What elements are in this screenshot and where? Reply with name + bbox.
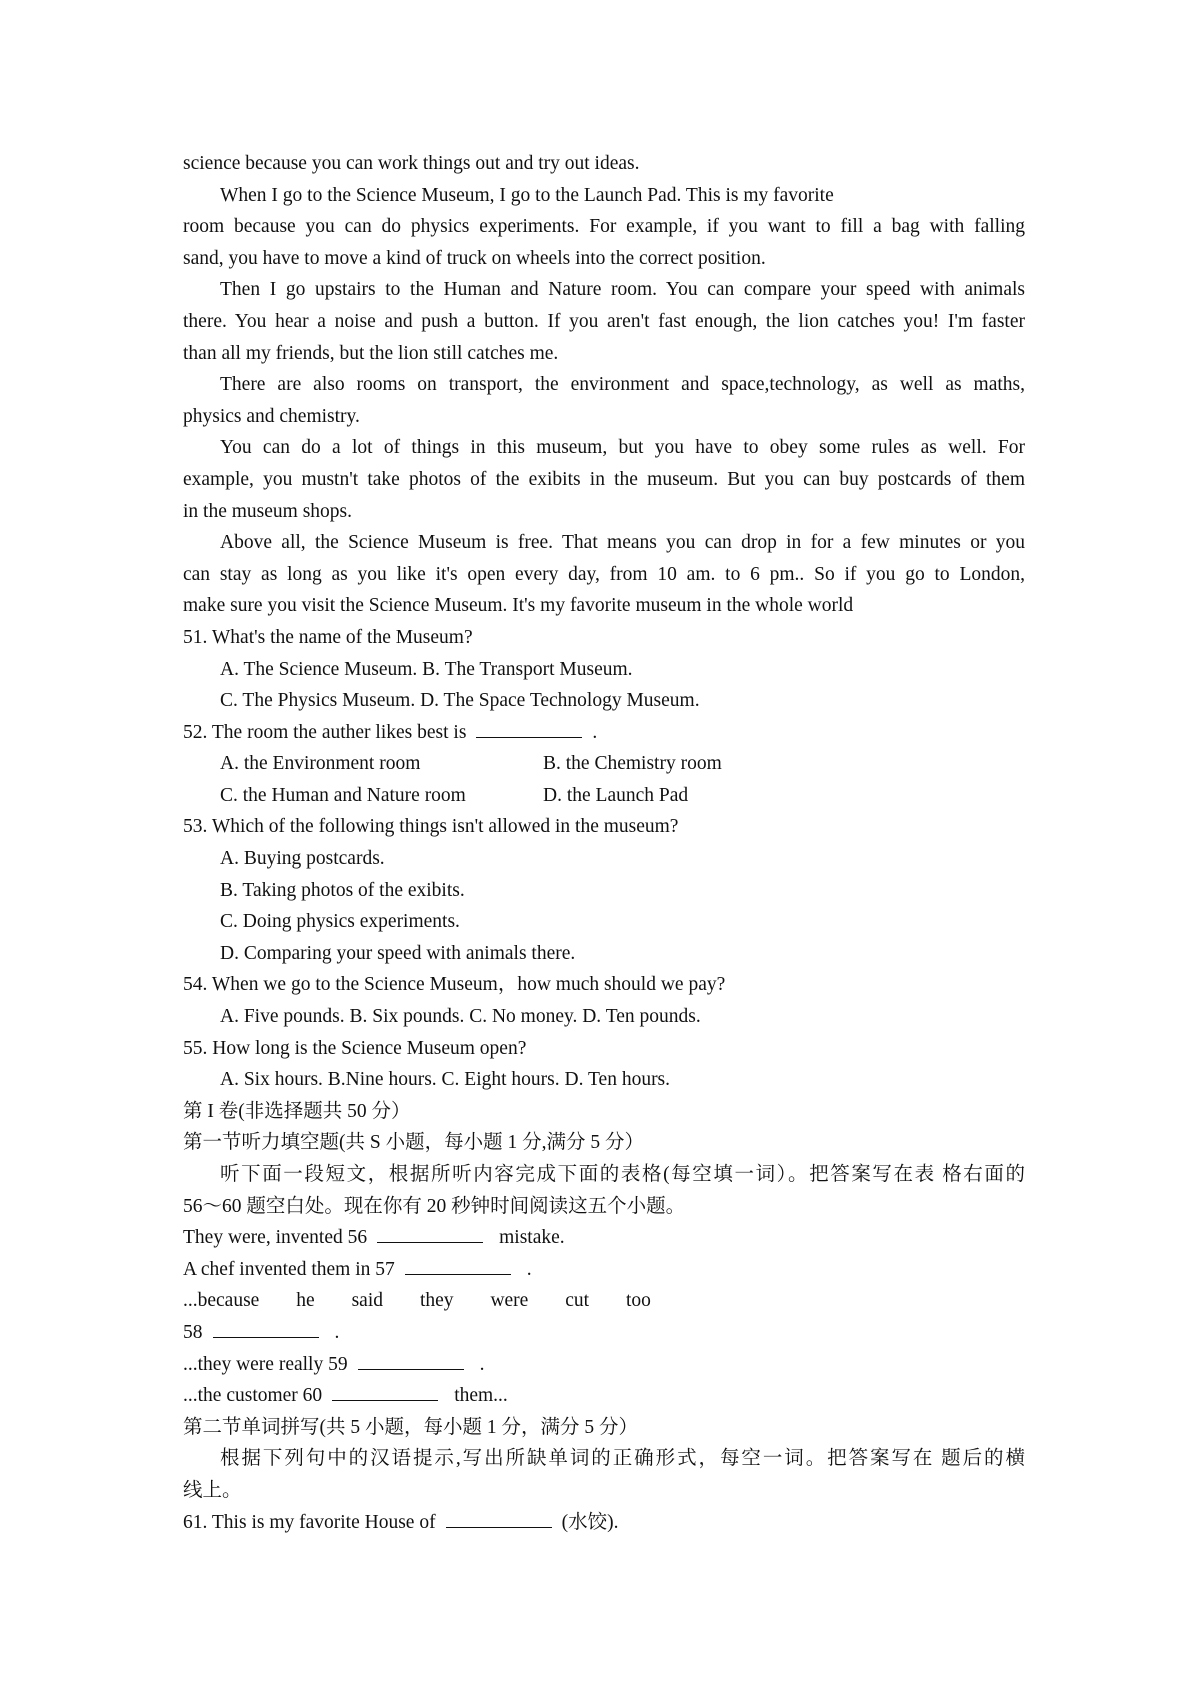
listening-item-56 — [183, 1222, 1025, 1254]
item-text: 61. This is my favorite House of — [183, 1511, 436, 1533]
section-title: 第一节听力填空题(共 S 小题，每小题 1 分,满分 5 分） — [183, 1132, 644, 1154]
passage-line: there. You hear a noise and push a button. If you aren't fast enough, the lion catches you! I'm faster — [183, 310, 1025, 332]
item-text: them... — [454, 1385, 508, 1407]
listening-item-60 — [183, 1380, 1025, 1412]
question-55-stem: 55. How long is the Science Museum open? — [183, 1037, 527, 1059]
option-b: B. Taking photos of the exibits. — [220, 879, 465, 901]
passage-line: You can do a lot of things in this museum, but you have to obey some rules as well. For — [220, 437, 1025, 459]
answer-blank[interactable] — [377, 1224, 483, 1243]
question-52-stem — [183, 717, 1025, 749]
option-b: B. the Chemistry room — [543, 753, 722, 775]
question-55-options: A. Six hours. B.Nine hours. C. Eight hours. D. Ten hours. — [220, 1069, 671, 1091]
question-52-end: . — [592, 721, 598, 743]
word: he — [296, 1290, 315, 1312]
item-text: . — [479, 1353, 485, 1375]
passage-line: When I go to the Science Museum, I go to the Launch Pad. This is my favorite — [220, 184, 834, 206]
word: they — [419, 1290, 454, 1312]
word: said — [351, 1290, 384, 1312]
passage-line: Above all, the Science Museum is free. That means you can drop in for a few minutes or you — [220, 532, 1025, 554]
item-text: . — [526, 1258, 532, 1280]
item-text: 58 — [183, 1321, 203, 1343]
word: cut — [565, 1290, 590, 1312]
passage-line: sand, you have to move a kind of truck on wheels into the correct position. — [183, 247, 766, 269]
option-d: D. Comparing your speed with animals there. — [220, 942, 576, 964]
question-51-options: A. The Science Museum. B. The Transport Museum. — [220, 658, 633, 680]
question-54-options: A. Five pounds. B. Six pounds. C. No money. D. Ten pounds. — [220, 1006, 701, 1028]
question-51-options: C. The Physics Museum. D. The Space Technology Museum. — [220, 690, 700, 712]
item-words — [183, 1285, 651, 1317]
item-text: mistake. — [499, 1227, 565, 1249]
passage-line: physics and chemistry. — [183, 405, 360, 427]
item-text: ...they were really 59 — [183, 1353, 348, 1375]
spelling-item-61 — [183, 1507, 1025, 1539]
question-52-options-row — [183, 748, 1025, 780]
passage-line: can stay as long as you like it's open every day, from 10 am. to 6 pm.. So if you go to London, — [183, 563, 1025, 585]
option-a: A. the Environment room — [220, 753, 421, 775]
passage-line: Then I go upstairs to the Human and Nature room. You can compare your speed with animals — [220, 279, 1025, 301]
answer-blank[interactable] — [358, 1351, 464, 1370]
passage-line: than all my friends, but the lion still catches me. — [183, 342, 559, 364]
instruction-line: 56～60 题空白处。现在你有 20 秒钟时间阅读这五个小题。 — [183, 1195, 686, 1217]
item-text: A chef invented them in 57 — [183, 1258, 395, 1280]
word: ...because — [183, 1290, 260, 1312]
question-52-text: 52. The room the auther likes best is — [183, 721, 467, 743]
answer-blank[interactable] — [405, 1256, 511, 1275]
option-c: C. Doing physics experiments. — [220, 911, 460, 933]
listening-item-57 — [183, 1254, 1025, 1286]
word: too — [626, 1290, 651, 1312]
section-title: 第二节单词拼写(共 5 小题，每小题 1 分，满分 5 分） — [183, 1416, 638, 1438]
option-a: A. Buying postcards. — [220, 848, 385, 870]
listening-item-58 — [183, 1317, 1025, 1349]
question-54-stem: 54. When we go to the Science Museum，how much should we pay? — [183, 974, 726, 996]
question-53-stem: 53. Which of the following things isn't allowed in the museum? — [183, 816, 679, 838]
option-d: D. the Launch Pad — [543, 784, 689, 806]
passage-line: in the museum shops. — [183, 500, 352, 522]
instruction-line: 听下面一段短文，根据所听内容完成下面的表格(每空填一词）。把答案写在表 格右面的 — [220, 1164, 1025, 1185]
question-52-options-row — [183, 780, 1025, 812]
exam-page — [183, 148, 1025, 1538]
passage-line: make sure you visit the Science Museum. It's my favorite museum in the whole world — [183, 595, 854, 617]
answer-blank[interactable] — [332, 1382, 438, 1401]
word: were — [490, 1290, 529, 1312]
item-text: They were, invented 56 — [183, 1227, 368, 1249]
passage-line: There are also rooms on transport, the environment and space,technology, as well as maths, — [220, 374, 1025, 396]
answer-blank[interactable] — [446, 1509, 552, 1528]
volume-title: 第 I 卷(非选择题共 50 分） — [183, 1100, 411, 1122]
passage-line: example, you mustn't take photos of the exibits in the museum. But you can buy postcards of them — [183, 468, 1025, 490]
listening-item-58-lead — [183, 1285, 1025, 1317]
passage-line: science because you can work things out and try out ideas. — [183, 153, 640, 174]
item-text: ...the customer 60 — [183, 1385, 323, 1407]
option-c: C. the Human and Nature room — [220, 784, 466, 806]
answer-blank[interactable] — [213, 1319, 319, 1338]
question-51-stem: 51. What's the name of the Museum? — [183, 626, 473, 648]
instruction-line: 线上。 — [183, 1479, 242, 1501]
item-text: . — [334, 1321, 340, 1343]
item-text: (水饺). — [561, 1511, 619, 1533]
answer-blank[interactable] — [476, 719, 582, 738]
passage-line: room because you can do physics experiments. For example, if you want to fill a bag with falling — [183, 216, 1025, 238]
listening-item-59 — [183, 1349, 1025, 1381]
instruction-line: 根据下列句中的汉语提示,写出所缺单词的正确形式，每空一词。把答案写在 题后的横 — [220, 1448, 1025, 1470]
